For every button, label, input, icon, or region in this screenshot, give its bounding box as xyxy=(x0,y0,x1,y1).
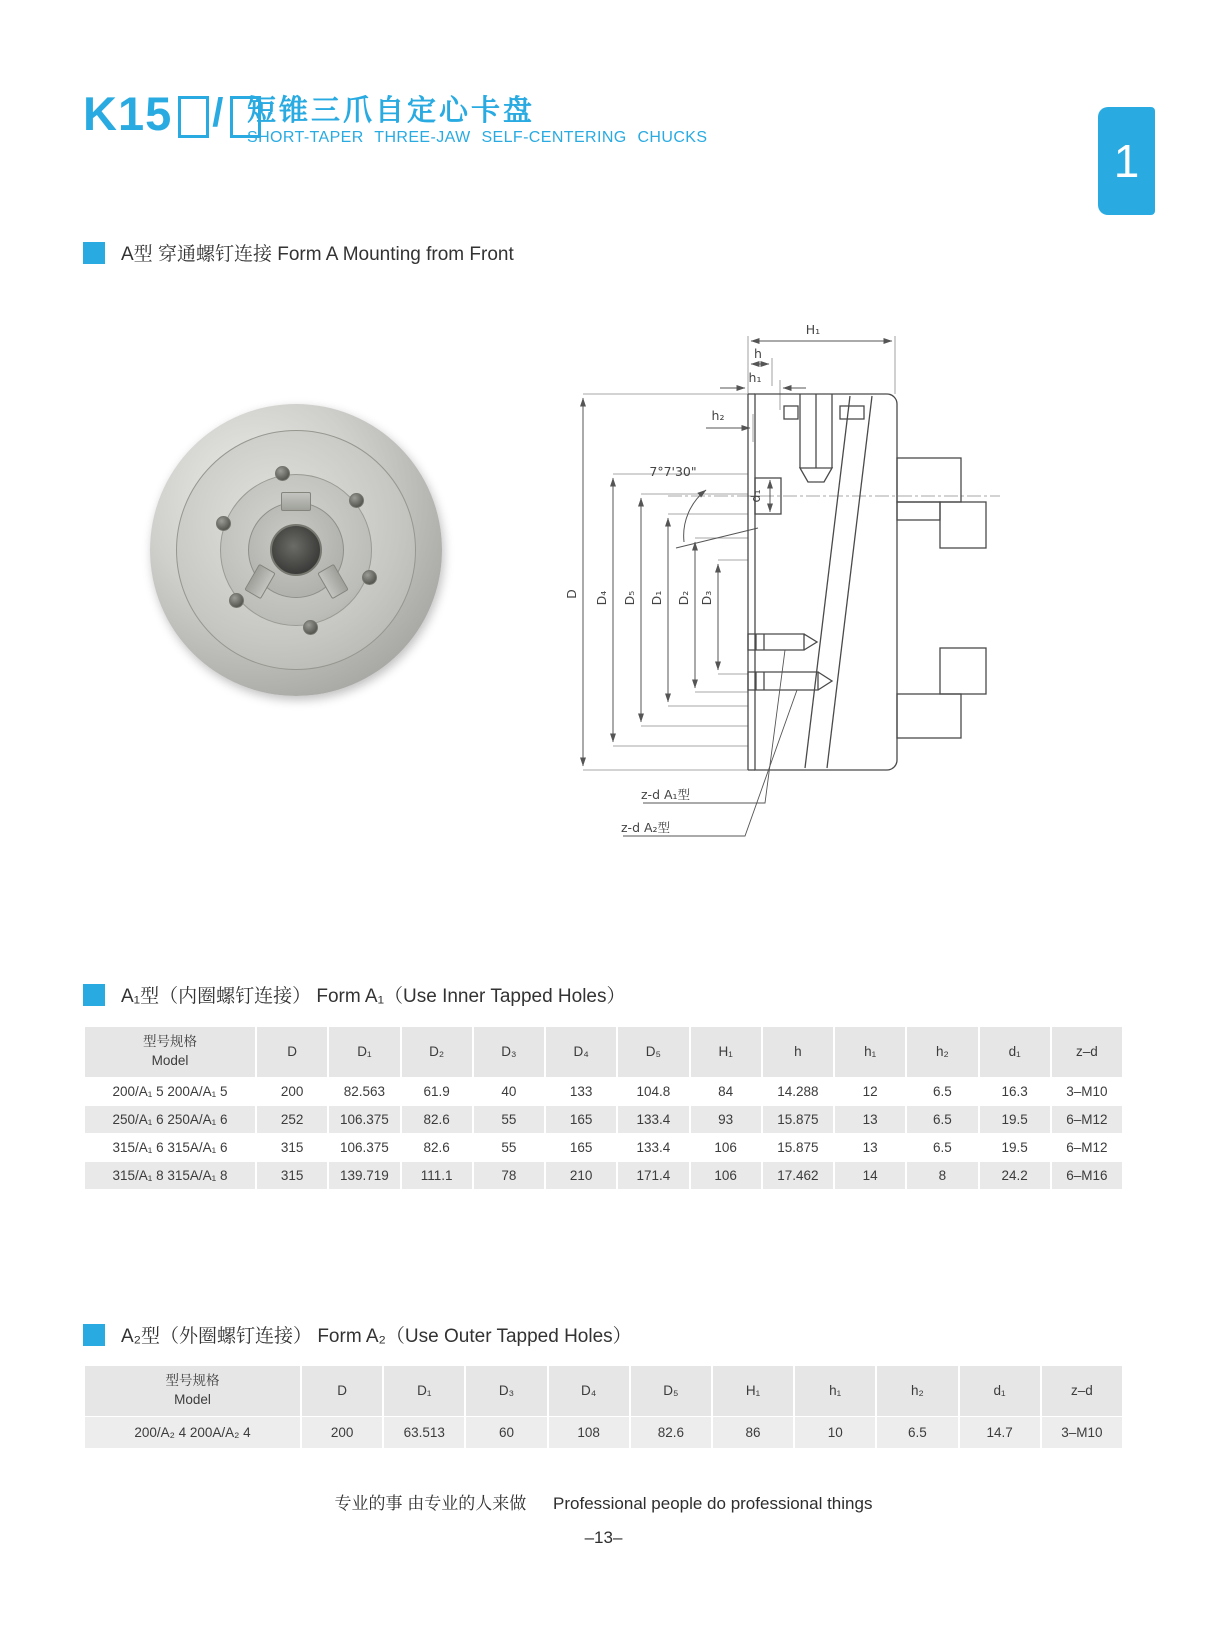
cell: 15.875 xyxy=(763,1134,833,1161)
cell: 6.5 xyxy=(907,1078,977,1105)
chapter-tab xyxy=(1098,107,1155,215)
cell-model: 315/A₁ 6 315A/A₁ 6 xyxy=(85,1134,255,1161)
cell: 106 xyxy=(691,1162,761,1189)
col-header: H₁ xyxy=(713,1366,793,1416)
dim-label-angle: 7°7'30" xyxy=(649,464,697,479)
col-header-model xyxy=(85,1027,255,1077)
cell-model: 250/A₁ 6 250A/A₁ 6 xyxy=(85,1106,255,1133)
cell: 40 xyxy=(474,1078,544,1105)
chapter-number: 1 xyxy=(1113,135,1140,187)
section-heading-form-a xyxy=(83,239,514,266)
cell: 6.5 xyxy=(907,1134,977,1161)
dim-label-D1: D₁ xyxy=(649,590,664,606)
table-row xyxy=(85,1078,1122,1105)
cell: 106.375 xyxy=(329,1106,399,1133)
footer-slogan-cn: 专业的事 由专业的人来做 xyxy=(334,1494,527,1513)
cell: 14 xyxy=(835,1162,905,1189)
col-header: D₄ xyxy=(549,1366,629,1416)
cell: 82.6 xyxy=(402,1106,472,1133)
col-header: z–d xyxy=(1042,1366,1122,1416)
model-header-cn: 型号规格 xyxy=(165,1373,220,1389)
technical-drawing xyxy=(548,306,1008,871)
col-header: D₅ xyxy=(618,1027,688,1077)
dim-label-D3: D₃ xyxy=(699,590,714,606)
cell: 17.462 xyxy=(763,1162,833,1189)
col-header: D₃ xyxy=(466,1366,546,1416)
cell: 86 xyxy=(713,1417,793,1448)
label-zd-a2: z-d A₂型 xyxy=(621,820,671,835)
cell: 106.375 xyxy=(329,1134,399,1161)
cell: 15.875 xyxy=(763,1106,833,1133)
bolt-hole xyxy=(303,620,318,635)
table-row xyxy=(85,1162,1122,1189)
model-slash: / xyxy=(212,91,224,135)
dim-label-D2: D₂ xyxy=(676,590,691,606)
cell: 200 xyxy=(257,1078,327,1105)
header-row xyxy=(85,1366,1122,1416)
col-header: z–d xyxy=(1052,1027,1122,1077)
cell: 63.513 xyxy=(384,1417,464,1448)
table-row xyxy=(85,1417,1122,1448)
spec-table-form-a1 xyxy=(83,1026,1124,1190)
cell: 8 xyxy=(907,1162,977,1189)
section-label: A₂型（外圈螺钉连接） Form A₂（Use Outer Tapped Holes） xyxy=(121,1326,632,1347)
cell: 6–M16 xyxy=(1052,1162,1122,1189)
cell: 6–M12 xyxy=(1052,1106,1122,1133)
model-header-en: Model xyxy=(151,1053,189,1068)
cell: 82.6 xyxy=(631,1417,711,1448)
cell: 108 xyxy=(549,1417,629,1448)
cell: 12 xyxy=(835,1078,905,1105)
model-prefix: K15 xyxy=(83,87,173,140)
bolt-hole xyxy=(229,593,244,608)
cell-model: 200/A₁ 5 200A/A₁ 5 xyxy=(85,1078,255,1105)
cell: 55 xyxy=(474,1134,544,1161)
bolt-hole xyxy=(275,466,290,481)
col-header: D₃ xyxy=(474,1027,544,1077)
page-number: –13– xyxy=(584,1528,623,1547)
model-placeholder-box xyxy=(178,96,209,138)
col-header: D₅ xyxy=(631,1366,711,1416)
cell: 10 xyxy=(795,1417,875,1448)
cell: 82.6 xyxy=(402,1134,472,1161)
chuck-jaw xyxy=(281,492,311,511)
dim-label-d1: d₁ xyxy=(748,489,763,503)
col-header: h₂ xyxy=(877,1366,957,1416)
page-title-chinese: 短锥三爪自定心卡盘 xyxy=(247,95,536,127)
footer-slogan-en: Professional people do professional things xyxy=(553,1494,873,1513)
cell: 6.5 xyxy=(877,1417,957,1448)
dim-label-D: D xyxy=(564,589,579,599)
dim-label-D5: D₅ xyxy=(622,590,637,606)
cell: 13 xyxy=(835,1134,905,1161)
col-header: D₁ xyxy=(329,1027,399,1077)
footer-slogan xyxy=(0,1489,1207,1514)
col-header: d₁ xyxy=(960,1366,1040,1416)
col-header: D xyxy=(257,1027,327,1077)
cell: 19.5 xyxy=(980,1106,1050,1133)
cell: 252 xyxy=(257,1106,327,1133)
cell: 3–M10 xyxy=(1052,1078,1122,1105)
cell: 16.3 xyxy=(980,1078,1050,1105)
col-header: d₁ xyxy=(980,1027,1050,1077)
product-model-code xyxy=(83,86,263,141)
cell: 82.563 xyxy=(329,1078,399,1105)
header-row xyxy=(85,1027,1122,1077)
section-heading-form-a2 xyxy=(83,1321,632,1348)
chuck-photo xyxy=(150,404,442,696)
table-row xyxy=(85,1134,1122,1161)
page-title-english: SHORT-TAPER THREE-JAW SELF-CENTERING CHUCKS xyxy=(247,129,708,146)
label-zd-a1: z-d A₁型 xyxy=(641,787,691,802)
cell: 171.4 xyxy=(618,1162,688,1189)
col-header-model xyxy=(85,1366,300,1416)
col-header: h₁ xyxy=(795,1366,875,1416)
cell: 93 xyxy=(691,1106,761,1133)
cell: 14.7 xyxy=(960,1417,1040,1448)
col-header: H₁ xyxy=(691,1027,761,1077)
cell-model: 200/A₂ 4 200A/A₂ 4 xyxy=(85,1417,300,1448)
model-header-cn: 型号规格 xyxy=(143,1034,197,1050)
dim-label-h1: h₁ xyxy=(748,370,762,385)
cell: 165 xyxy=(546,1106,616,1133)
dim-label-D4: D₄ xyxy=(594,590,609,606)
section-label: A₁型（内圈螺钉连接） Form A₁（Use Inner Tapped Holes） xyxy=(121,986,626,1007)
dim-label-H1: H₁ xyxy=(805,322,821,337)
table-row xyxy=(85,1106,1122,1133)
cell: 55 xyxy=(474,1106,544,1133)
section-bullet-icon xyxy=(83,242,105,264)
cell: 315 xyxy=(257,1134,327,1161)
cell: 106 xyxy=(691,1134,761,1161)
cell: 104.8 xyxy=(618,1078,688,1105)
cell: 139.719 xyxy=(329,1162,399,1189)
cell: 19.5 xyxy=(980,1134,1050,1161)
col-header: D₄ xyxy=(546,1027,616,1077)
dim-label-h: h xyxy=(754,346,762,361)
cell: 6–M12 xyxy=(1052,1134,1122,1161)
cell: 210 xyxy=(546,1162,616,1189)
cell: 133.4 xyxy=(618,1106,688,1133)
col-header: D₁ xyxy=(384,1366,464,1416)
cell: 61.9 xyxy=(402,1078,472,1105)
bolt-hole xyxy=(216,516,231,531)
section-bullet-icon xyxy=(83,1324,105,1346)
cell: 60 xyxy=(466,1417,546,1448)
cell: 200 xyxy=(302,1417,382,1448)
cell: 133 xyxy=(546,1078,616,1105)
chuck-center-bore xyxy=(270,524,322,576)
cell: 13 xyxy=(835,1106,905,1133)
col-header: h xyxy=(763,1027,833,1077)
cell: 315 xyxy=(257,1162,327,1189)
spec-table-form-a2 xyxy=(83,1365,1124,1449)
bolt-hole xyxy=(362,570,377,585)
section-heading-form-a1 xyxy=(83,981,626,1008)
section-label: A型 穿通螺钉连接 Form A Mounting from Front xyxy=(121,244,514,265)
cell: 78 xyxy=(474,1162,544,1189)
dim-label-h2: h₂ xyxy=(711,408,725,423)
cell: 6.5 xyxy=(907,1106,977,1133)
section-bullet-icon xyxy=(83,984,105,1006)
col-header: D xyxy=(302,1366,382,1416)
bolt-hole xyxy=(349,493,364,508)
cell: 133.4 xyxy=(618,1134,688,1161)
model-header-en: Model xyxy=(174,1392,211,1407)
col-header: h₂ xyxy=(907,1027,977,1077)
cell-model: 315/A₁ 8 315A/A₁ 8 xyxy=(85,1162,255,1189)
col-header: D₂ xyxy=(402,1027,472,1077)
cell: 84 xyxy=(691,1078,761,1105)
cell: 165 xyxy=(546,1134,616,1161)
cell: 111.1 xyxy=(402,1162,472,1189)
col-header: h₁ xyxy=(835,1027,905,1077)
cell: 24.2 xyxy=(980,1162,1050,1189)
cell: 14.288 xyxy=(763,1078,833,1105)
cell: 3–M10 xyxy=(1042,1417,1122,1448)
